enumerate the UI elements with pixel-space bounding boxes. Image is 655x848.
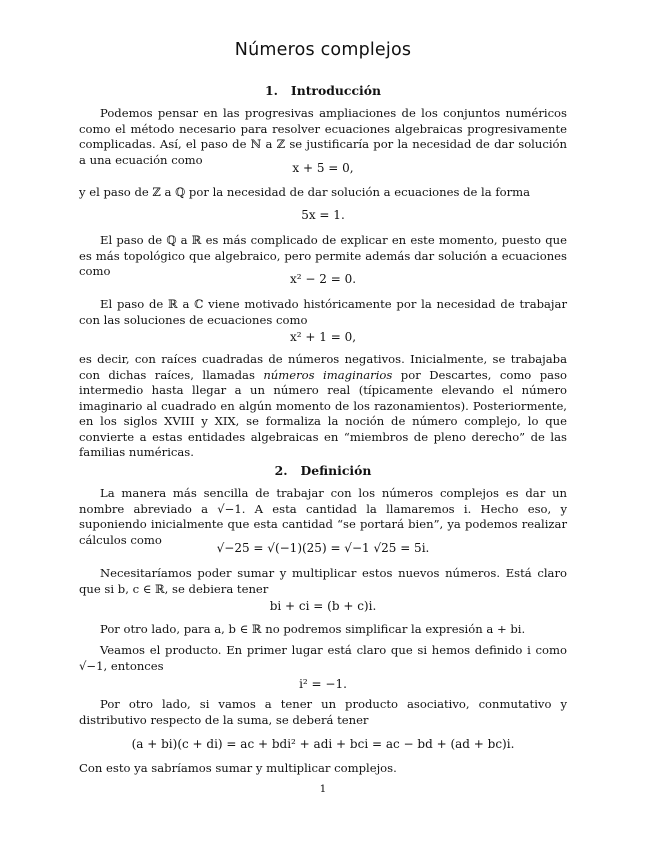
- paragraph-intro-2: y el paso de ℤ a ℚ por la necesidad de dar solución a ecuaciones de la forma: [79, 185, 531, 199]
- document-title: Números complejos: [234, 40, 412, 60]
- paragraph-intro-4: El paso de ℝ a ℂ viene motivado históricamente por la necesidad de trabajar con las soluciones de ecuaciones como: [79, 297, 567, 327]
- equation-x-plus-5: x + 5 = 0,: [292, 161, 354, 175]
- paragraph-def-4: Veamos el producto. En primer lugar está claro que si hemos definido i como √−1, entonces: [79, 643, 567, 673]
- paragraph-intro-1: Podemos pensar en las progresivas ampliaciones de los conjuntos numéricos como el método necesario para resolver ecuaciones algebraicas progresivamente complicadas. Así, el paso de ℕ a ℤ se justificaría por la necesidad de dar solución a una ecuación como: [79, 106, 567, 167]
- section-number: 1.: [265, 83, 278, 98]
- equation-x2-minus-2: x² − 2 = 0.: [289, 272, 357, 286]
- paragraph-def-1: La manera más sencilla de trabajar con los números complejos es dar un nombre abreviado a √−1. A esta cantidad la llamaremos i. Hecho eso, y suponiendo inicialmente que esta cantidad “se portará bien”, ya podemos realizar cálculos como: [79, 486, 567, 547]
- paragraph-intro-3: El paso de ℚ a ℝ es más complicado de explicar en este momento, puesto que es más topológico que algebraico, pero permite además dar solución a ecuaciones como: [79, 233, 567, 278]
- paragraph-def-2: Necesitaríamos poder sumar y multiplicar estos nuevos números. Está claro que si b, c ∈ ℝ, se debiera tener: [79, 566, 567, 596]
- paragraph-def-5: Por otro lado, si vamos a tener un producto asociativo, conmutativo y distributivo respecto de la suma, se deberá tener: [79, 697, 567, 727]
- page-number: 1: [319, 783, 327, 795]
- equation-x2-plus-1: x² + 1 = 0,: [289, 330, 357, 344]
- emphasis-numeros-imaginarios: números imaginarios: [263, 367, 393, 382]
- equation-product: (a + bi)(c + di) = ac + bdi² + adi + bci = ac − bd + (ad + bc)i.: [131, 737, 515, 751]
- equation-bi-plus-ci: bi + ci = (b + c)i.: [269, 599, 377, 613]
- section-title: Definición: [300, 463, 372, 478]
- paragraph-def-6: Con esto ya sabríamos sumar y multiplicar complejos.: [79, 761, 397, 775]
- paragraph-intro-5: [79, 352, 567, 461]
- section-heading-introduccion: [79, 83, 567, 98]
- paragraph-intro-5-part-a: es decir, con raíces cuadradas de números negativos. Inicialmente, se trabajaba con dichas raíces, llamadas: [79, 352, 567, 382]
- equation-i-squared: i² = −1.: [299, 677, 347, 691]
- section-number: 2.: [274, 463, 288, 478]
- paragraph-def-3: Por otro lado, para a, b ∈ ℝ no podremos simplificar la expresión a + bi.: [100, 622, 526, 636]
- section-heading-definicion: [79, 463, 567, 478]
- paragraph-intro-5-part-b: por Descartes, como paso intermedio hasta llegar a un número real (típicamente elevando el número imaginario al cuadrado en algún momento de los razonamientos). Posteriormente, en los siglos XVIII y XIX, se formaliza la noción de número complejo, lo que convierte a estas entidades algebraicas en “miembros de pleno derecho” de las familias numéricas.: [79, 367, 567, 459]
- equation-sqrt-minus-25: √−25 = √(−1)(25) = √−1 √25 = 5i.: [216, 541, 430, 555]
- equation-5x: 5x = 1.: [301, 208, 345, 222]
- section-title: Introducción: [290, 83, 381, 98]
